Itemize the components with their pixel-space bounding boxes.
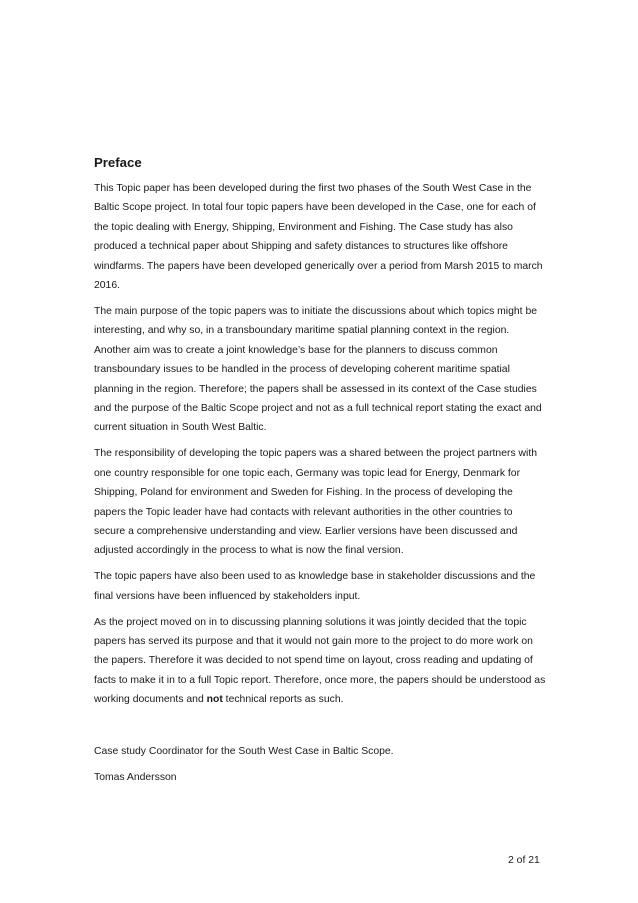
signature-role: Case study Coordinator for the South West Case in Baltic Scope.: [94, 746, 394, 758]
paragraph-stakeholders: The topic papers have also been used to as knowledge base in stakeholder discussions and the final versions have been influenced by stakeholders input.: [94, 571, 536, 602]
paragraph-intro: This Topic paper has been developed during the first two phases of the South West Case in the Baltic Scope project. In total four topic papers have been developed in the Case, one for each of the topic dealing with Energy, Shipping, Environment and Fishing. The Case study has also produced a technical paper about Shipping and safety distances to structures like offshore windfarms. The papers have been developed generically over a period from Marsh 2015 to march 2016.: [94, 183, 543, 292]
paragraph-purpose: The main purpose of the topic papers was to initiate the discussions about which topics might be interesting, and why so, in a transboundary maritime spatial planning context in the region. Another aim was to create a joint knowledge’s base for the planners to discuss common transboundary issues to be handled in the process of developing coherent maritime spatial planning in the region. Therefore; the papers shall be assessed in its context of the Case studies and the purpose of the Baltic Scope project and not as a full technical report stating the exact and current situation in South West Baltic.: [94, 305, 542, 434]
paragraph-conclusion-tail: technical reports as such.: [222, 694, 344, 706]
signature-spacer: [94, 716, 546, 742]
paragraph-conclusion: [94, 613, 546, 710]
section-heading: Preface: [94, 155, 142, 170]
signature-name: Tomas Andersson: [94, 771, 177, 783]
document-body: [94, 150, 546, 794]
paragraph-responsibility: The responsibility of developing the topic papers was a shared between the project partners with one country responsible for one topic each, Germany was topic lead for Energy, Denmark for Shipping, Poland for environment and Sweden for Fishing. In the process of developing the papers the Topic leader have had contacts with relevant authorities in the other countries to secure a comprehensive understanding and view. Earlier versions have been discussed and adjusted accordingly in the process to what is now the final version.: [94, 448, 538, 557]
paragraph-conclusion-text: As the project moved on in to discussing planning solutions it was jointly decided that the topic papers has served its purpose and that it would not gain more to the project to do more work on the papers. Therefore it was decided to not spend time on layout, cross reading and updating of facts to make it in to a full Topic report. Therefore, once more, the papers should be understood as working documents and: [94, 616, 546, 706]
emphasis-not: not: [206, 694, 223, 706]
page-number: 2 of 21: [508, 855, 540, 866]
